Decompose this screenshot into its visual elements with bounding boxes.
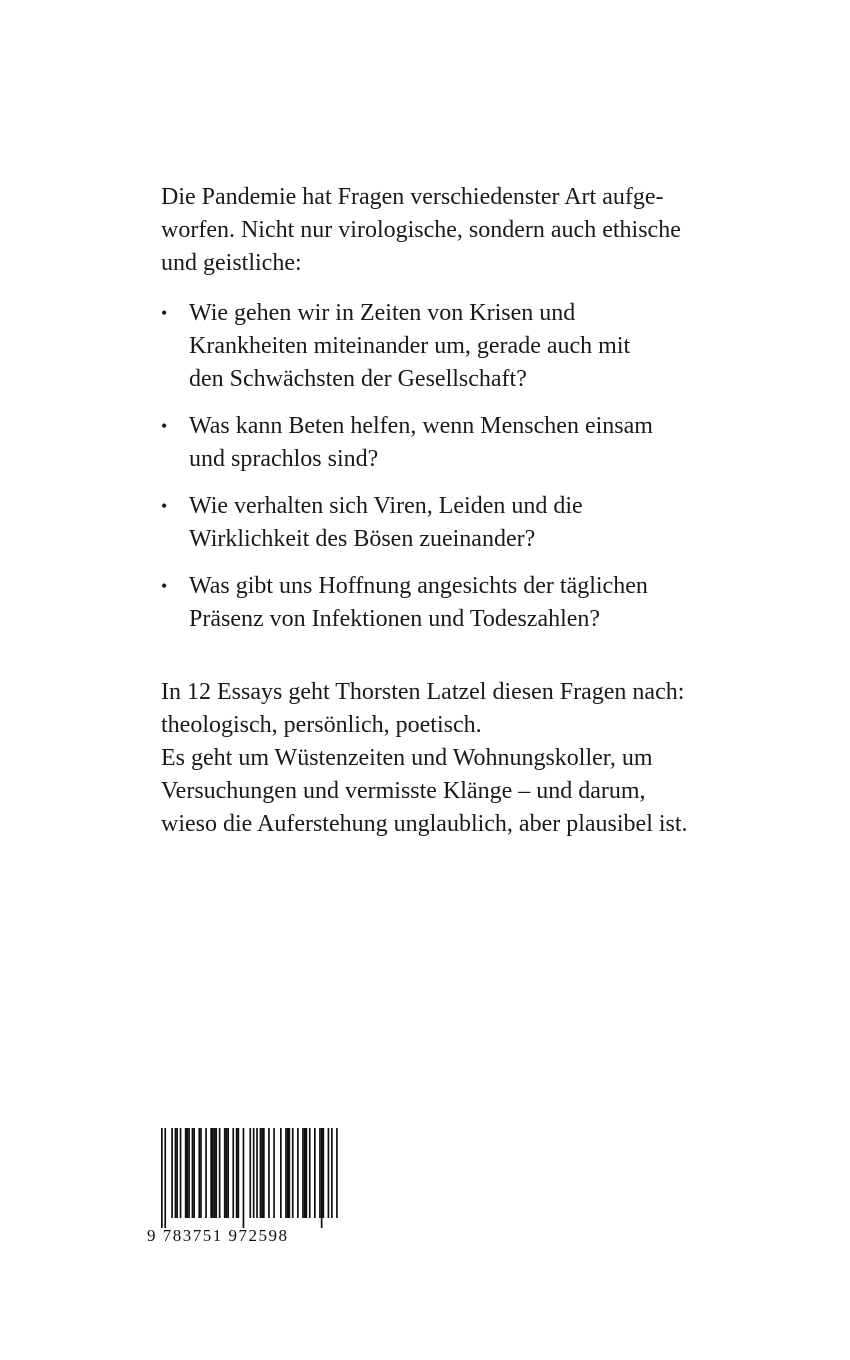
intro-line: worfen. Nicht nur virologische, sondern auch ethische — [161, 217, 681, 243]
barcode-bar — [212, 1128, 214, 1218]
barcode-bar — [192, 1128, 194, 1218]
summary-line: In 12 Essays geht Thorsten Latzel diesen Fragen nach: — [161, 679, 685, 705]
question-item — [161, 297, 701, 396]
barcode-bar — [161, 1128, 163, 1228]
barcode-bar — [323, 1128, 325, 1218]
barcode-bar — [263, 1128, 265, 1218]
question-item — [161, 490, 701, 556]
barcode-bar — [273, 1128, 275, 1218]
summary-line: theologisch, persönlich, poetisch. — [161, 712, 482, 738]
barcode-bar — [285, 1128, 287, 1218]
barcode-bar — [224, 1128, 226, 1218]
question-line: und sprachlos sind? — [189, 446, 379, 472]
barcode-bar — [219, 1128, 221, 1218]
bullet-icon: • — [161, 303, 168, 323]
question-item — [161, 570, 701, 636]
barcode-bar — [280, 1128, 282, 1218]
barcode-bar — [321, 1128, 323, 1228]
intro-paragraph — [161, 181, 701, 280]
barcode-bar — [260, 1128, 262, 1218]
summary-paragraph — [161, 676, 701, 841]
intro-line: Die Pandemie hat Fragen verschiedenster Art aufge- — [161, 184, 664, 210]
barcode-bar — [238, 1128, 240, 1218]
barcode-number: 9 783751 972598 — [147, 1226, 289, 1245]
barcode-bar — [297, 1128, 299, 1218]
question-line: Wie gehen wir in Zeiten von Krisen und — [189, 300, 576, 326]
barcode-bar — [331, 1128, 333, 1218]
summary-line: Versuchungen und vermisste Klänge – und darum, — [161, 778, 646, 804]
question-line: Was gibt uns Hoffnung angesichts der täglichen — [189, 573, 648, 599]
bullet-icon: • — [161, 416, 168, 436]
barcode-bar — [214, 1128, 216, 1218]
question-line: den Schwächsten der Gesellschaft? — [189, 366, 527, 392]
barcode-bar — [336, 1128, 338, 1218]
barcode-bar — [287, 1128, 289, 1218]
barcode-bar — [188, 1128, 190, 1218]
summary-line: Es geht um Wüstenzeiten und Wohnungskoller, um — [161, 745, 653, 771]
barcode-bar — [256, 1128, 258, 1218]
barcode-bar — [187, 1128, 189, 1218]
question-item — [161, 410, 701, 476]
barcode-bar — [185, 1128, 187, 1218]
barcode-bar — [253, 1128, 255, 1218]
isbn-barcode — [147, 1128, 342, 1248]
barcode-bar — [261, 1128, 263, 1218]
question-list — [161, 297, 701, 636]
barcode-bars — [147, 1128, 342, 1228]
barcode-bar — [175, 1128, 177, 1218]
summary-line: wieso die Auferstehung unglaublich, aber plausibel ist. — [161, 811, 688, 837]
barcode-bar — [215, 1128, 217, 1218]
barcode-bar — [289, 1128, 291, 1218]
bullet-icon: • — [161, 496, 168, 516]
barcode-bar — [180, 1128, 182, 1218]
question-line: Präsenz von Infektionen und Todeszahlen? — [189, 606, 601, 632]
barcode-bar — [205, 1128, 207, 1218]
barcode-bar — [198, 1128, 200, 1218]
barcode-bar — [176, 1128, 178, 1218]
barcode-bar — [226, 1128, 228, 1218]
barcode-bar — [309, 1128, 311, 1218]
barcode-bar — [210, 1128, 212, 1218]
question-line: Krankheiten miteinander um, gerade auch mit — [189, 333, 631, 359]
barcode-bar — [236, 1128, 238, 1218]
barcode-bar — [249, 1128, 251, 1218]
barcode-bar — [193, 1128, 195, 1218]
barcode-bar — [171, 1128, 173, 1218]
barcode-bar — [319, 1128, 321, 1218]
barcode-bar — [164, 1128, 166, 1228]
question-line: Was kann Beten helfen, wenn Menschen einsam — [189, 413, 653, 439]
question-line: Wirklichkeit des Bösen zueinander? — [189, 526, 536, 552]
question-line: Wie verhalten sich Viren, Leiden und die — [189, 493, 583, 519]
barcode-bar — [227, 1128, 229, 1218]
barcode-bar — [268, 1128, 270, 1218]
barcode-bar — [200, 1128, 202, 1218]
back-cover-blurb — [161, 181, 701, 841]
barcode-bar — [302, 1128, 304, 1218]
barcode-bar — [328, 1128, 330, 1218]
barcode-bar — [304, 1128, 306, 1218]
barcode-bar — [292, 1128, 294, 1218]
intro-line: und geistliche: — [161, 250, 302, 276]
bullet-icon: • — [161, 576, 168, 596]
barcode-bar — [232, 1128, 234, 1218]
barcode-bar — [243, 1128, 245, 1228]
barcode-bar — [314, 1128, 316, 1218]
barcode-bar — [306, 1128, 308, 1218]
